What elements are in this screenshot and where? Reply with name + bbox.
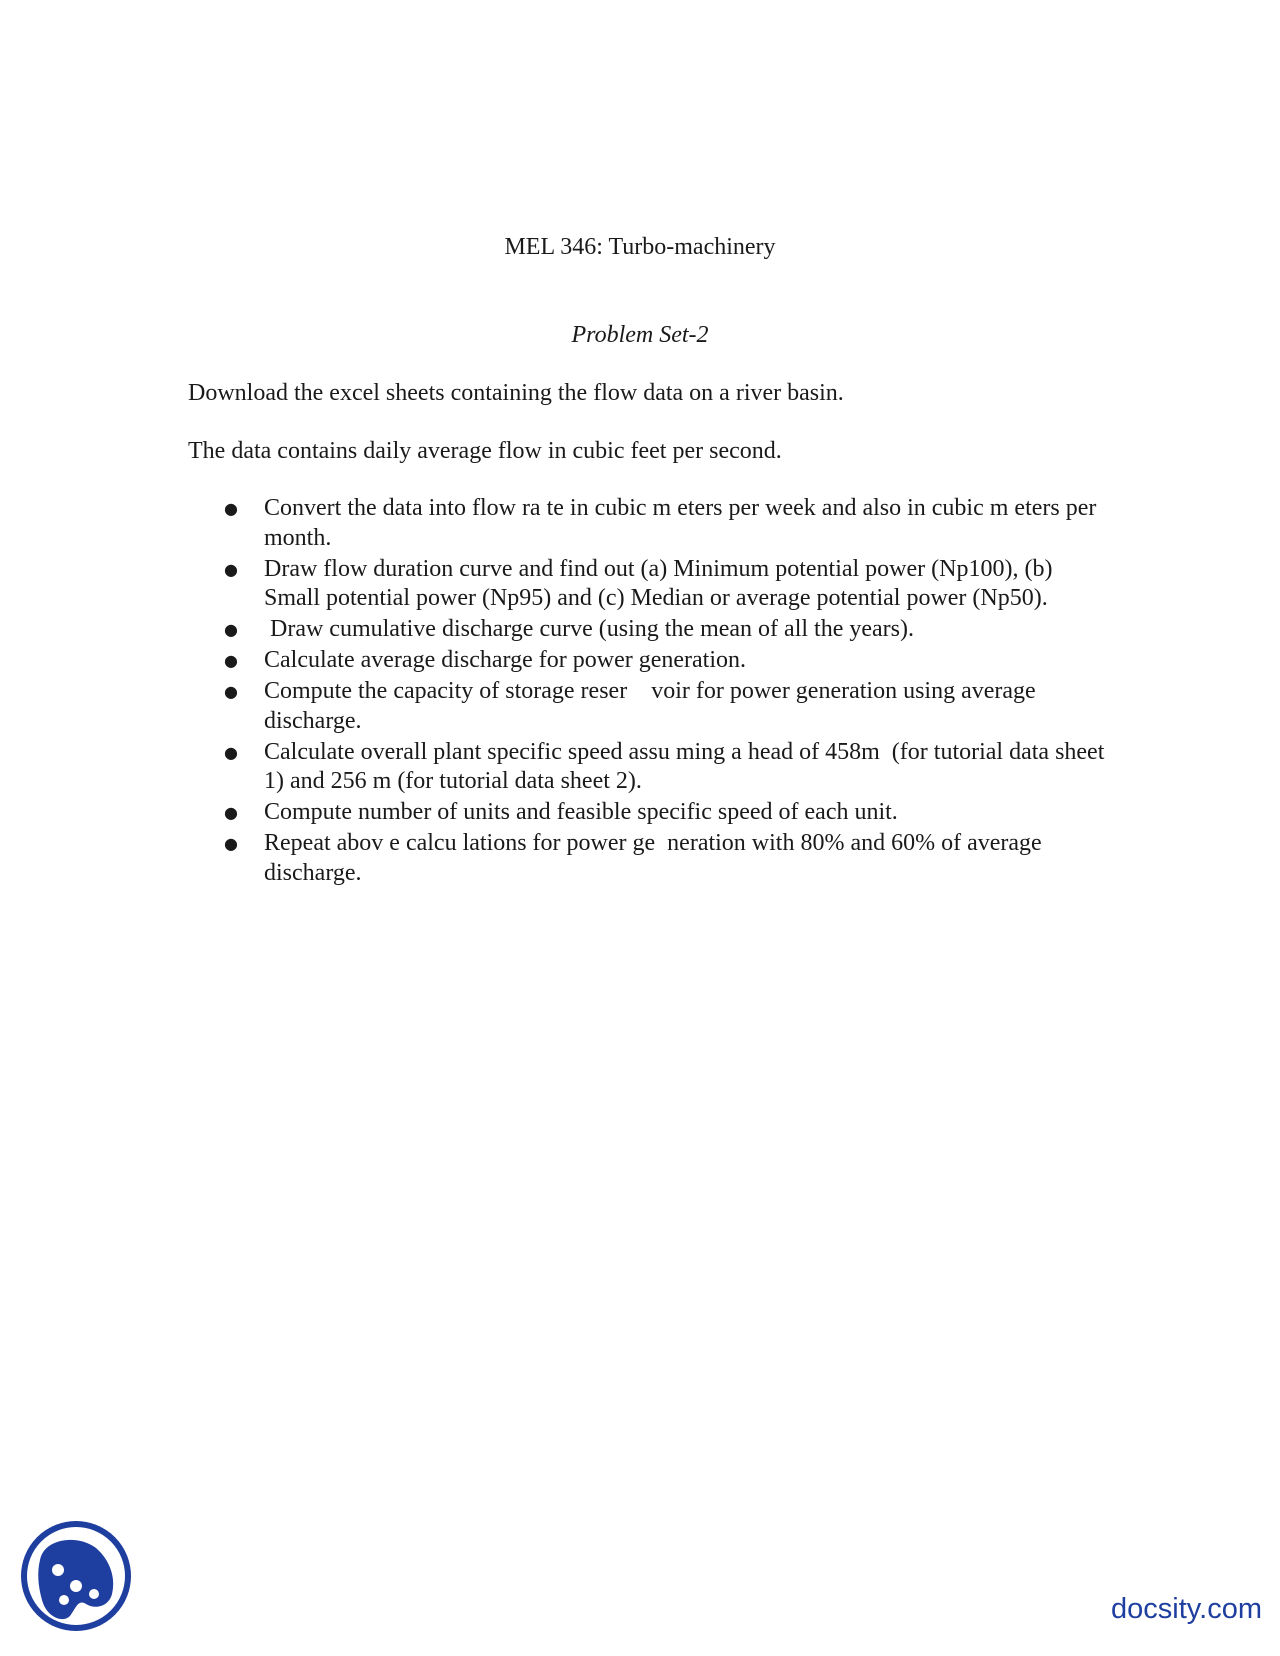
course-title: MEL 346: Turbo-machinery [504, 234, 776, 260]
docsity-logo-icon[interactable] [20, 1520, 132, 1632]
intro-paragraph: Download the excel sheets containing the flow data on a river basin. [188, 380, 844, 406]
bullet-icon: ● [224, 803, 238, 822]
list-item [188, 677, 1108, 736]
task-text: Calculate overall plant specific speed assu ming a head of 458m (for tutorial data sheet 1) and 256 m (for tutorial data sheet 2). [264, 738, 1111, 794]
bullet-icon: ● [224, 742, 238, 762]
task-text: Convert the data into flow ra te in cubic m eters per week and also in cubic m eters per month. [264, 495, 1097, 551]
task-text: Calculate average discharge for power generation. [264, 647, 746, 673]
list-item [188, 494, 1108, 553]
task-text: Compute number of units and feasible specific speed of each unit. [264, 799, 898, 825]
bullet-icon: ● [224, 559, 238, 579]
list-item [188, 738, 1111, 797]
list-item [188, 829, 1108, 888]
list-item [188, 615, 1108, 645]
task-list [188, 494, 1111, 890]
list-item [188, 798, 1108, 828]
list-item [188, 555, 1108, 614]
task-text: Compute the capacity of storage reser voir for power generation using average discharge. [264, 678, 1042, 734]
docsity-brand-link[interactable]: docsity.com [1111, 1593, 1262, 1625]
list-item [188, 646, 1108, 676]
data-description-paragraph: The data contains daily average flow in cubic feet per second. [188, 438, 782, 464]
task-text: Draw flow duration curve and find out (a) Minimum potential power (Np100), (b) Small potential power (Np95) and (c) Median or average potential power (Np50). [264, 555, 1053, 611]
bullet-icon: ● [224, 651, 238, 670]
bullet-icon: ● [224, 682, 238, 701]
problem-set-title: Problem Set-2 [571, 322, 709, 348]
bullet-icon: ● [224, 834, 238, 853]
bullet-icon: ● [224, 620, 238, 639]
task-text: Draw cumulative discharge curve (using the mean of all the years). [264, 616, 914, 642]
bullet-icon: ● [224, 499, 238, 518]
task-text: Repeat abov e calcu lations for power ge neration with 80% and 60% of average discharge. [264, 830, 1048, 886]
